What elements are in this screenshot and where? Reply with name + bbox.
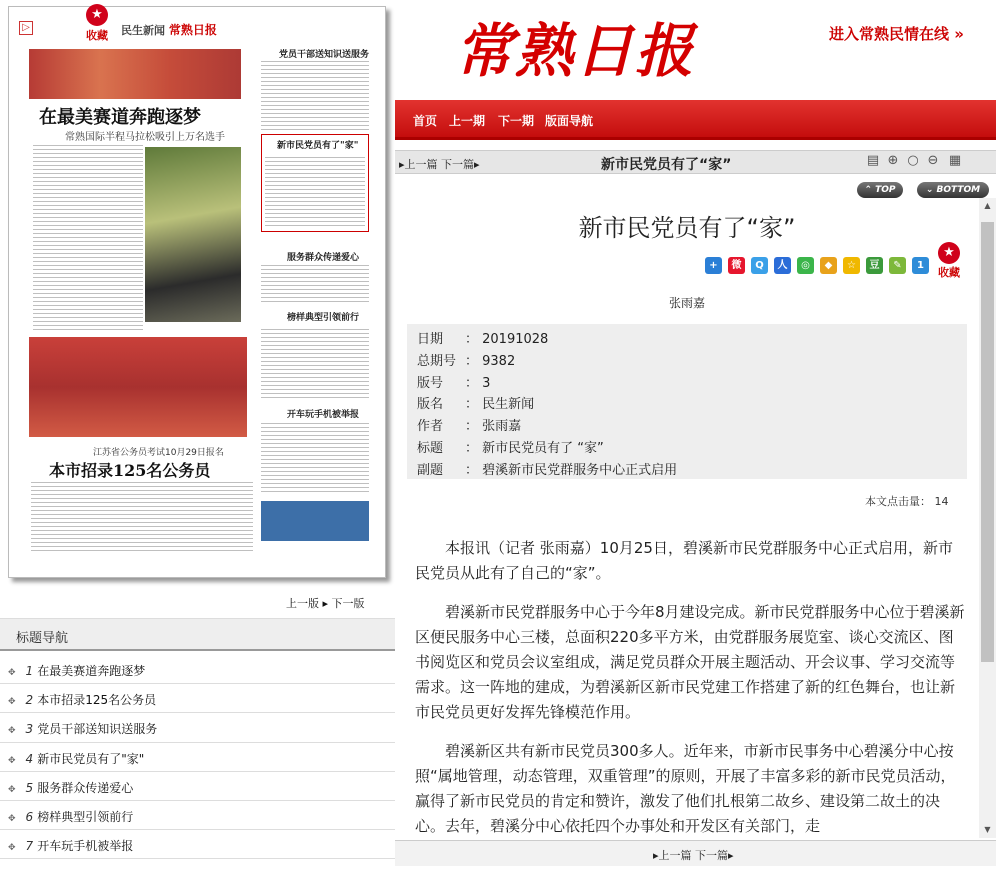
- arrow-icon: ▸: [474, 158, 480, 171]
- arrow-icon: ▸: [399, 158, 405, 171]
- meta-row: 总期号 ： 9382: [417, 353, 516, 369]
- share-count-icon[interactable]: 1: [912, 257, 929, 274]
- title-nav-item[interactable]: ✥ 5 服务群众传递爱心: [0, 772, 395, 801]
- nav-arrow-icon: ▸: [322, 597, 329, 610]
- share-more-icon[interactable]: +: [705, 257, 722, 274]
- share-douban-icon[interactable]: 豆: [866, 257, 883, 274]
- expand-arrow-icon[interactable]: ▷: [19, 21, 33, 35]
- next-page-link[interactable]: 下一版: [331, 597, 365, 610]
- main-nav-bar: [395, 100, 996, 140]
- title-nav-item[interactable]: ✥ 4 新市民党员有了"家": [0, 743, 395, 772]
- paper-text-block: [261, 329, 369, 401]
- favorite-button[interactable]: ★ 收藏: [83, 4, 111, 43]
- paper-text-block: [33, 145, 143, 333]
- article-content: [395, 198, 979, 838]
- meta-row: 版号 ： 3: [417, 375, 491, 391]
- prev-page-link[interactable]: 上一版: [286, 597, 319, 610]
- paper-text-block: [31, 482, 253, 552]
- share-bar: [705, 253, 935, 271]
- paper-subhead-1: 常熟国际半程马拉松吸引上万名选手: [65, 132, 225, 143]
- article-toolbar: [395, 150, 996, 174]
- meta-row: 日期 ： 20191028: [417, 332, 549, 347]
- paper-headline-7[interactable]: 开车玩手机被举报: [287, 410, 360, 420]
- arrow-icon: ▸: [728, 849, 734, 862]
- share-feixin-icon[interactable]: ✎: [889, 257, 906, 274]
- arrow-icon: ▸: [653, 849, 659, 862]
- prev-article-link[interactable]: 上一篇: [404, 158, 438, 171]
- meta-row: 版名 ： 民生新闻: [417, 397, 535, 413]
- title-nav-item[interactable]: ✥ 6 榜样典型引领前行: [0, 801, 395, 830]
- star-icon: ★: [938, 242, 960, 264]
- clipboard-icon[interactable]: ▤: [866, 153, 880, 168]
- title-nav-item[interactable]: ✥ 3 党员干部送知识送服务: [0, 713, 395, 742]
- bottom-prev-article-link[interactable]: 上一篇: [658, 849, 692, 862]
- title-nav-item[interactable]: ✥ 2 本市招录125名公务员: [0, 684, 395, 713]
- paper-prehead-2: 江苏省公务员考试10月29日报名: [93, 448, 224, 458]
- bullet-icon: ✥: [8, 697, 16, 708]
- share-renren-icon[interactable]: 人: [774, 257, 791, 274]
- nav-home[interactable]: 首页: [413, 114, 438, 128]
- site-logo[interactable]: 常熟日报: [455, 17, 696, 85]
- bullet-icon: ✥: [8, 843, 16, 854]
- vertical-scrollbar[interactable]: [979, 198, 996, 838]
- ad-banner: [261, 501, 369, 541]
- crowd-photo: [29, 337, 247, 437]
- article-favorite-button[interactable]: ★ 收藏: [935, 242, 963, 280]
- paper-masthead: 民生新闻 常熟日报: [121, 23, 217, 37]
- zoom-in-icon[interactable]: ⊕: [887, 153, 899, 168]
- article-paragraph: 碧溪新市民党群服务中心于今年8月建设完成。新市民党群服务中心位于碧溪新区便民服务中心三楼，总面积220多平方米，由党群服务展览室、谈心交流区、图书阅览区和党员会议室组成，满足党员群众开展主题活动、开会议事、学习交流等需求。这一阵地的建成，为碧溪新区新市民党建工作搭建了新的红色舞台，也让新市民党员更好发挥先锋模范作用。: [415, 603, 965, 721]
- scroll-bottom-button[interactable]: ⌄ BOTTOM: [917, 182, 989, 198]
- click-count: 本文点击量： 14: [865, 495, 949, 508]
- toolbar-article-title: 新市民党员有了“家”: [601, 157, 732, 173]
- paper-headline-3[interactable]: 党员干部送知识送服务: [279, 50, 370, 60]
- article-author: 张雨嘉: [668, 296, 705, 310]
- share-weibo-icon[interactable]: 微: [728, 257, 745, 274]
- share-qzone-icon[interactable]: Q: [751, 257, 768, 274]
- bullet-icon: ✥: [8, 813, 16, 824]
- bullet-icon: ✥: [8, 726, 16, 737]
- paper-headline-4[interactable]: 新市民党员有了"家": [277, 141, 359, 151]
- paper-text-block: [261, 265, 369, 305]
- title-navigation-list: [0, 655, 395, 859]
- bullet-icon: ✥: [8, 668, 16, 678]
- page-navigation: [286, 595, 365, 611]
- meta-row: 标题 ： 新市民党员有了 “家”: [417, 440, 604, 456]
- article-body: [415, 536, 965, 838]
- bottom-article-nav: [395, 840, 996, 866]
- share-wechat-icon[interactable]: ◎: [797, 257, 814, 274]
- print-icon[interactable]: ▦: [948, 153, 962, 168]
- next-article-link[interactable]: 下一篇: [441, 158, 475, 171]
- title-nav-item[interactable]: ✥ 7 开车玩手机被举报: [0, 830, 395, 859]
- meta-row: 作者 ： 张雨嘉: [417, 419, 522, 435]
- newspaper-page-thumbnail[interactable]: [8, 6, 386, 578]
- star-icon: ★: [86, 4, 108, 26]
- share-tencent-icon[interactable]: ◆: [820, 257, 837, 274]
- enter-minqing-link[interactable]: 进入常熟民情在线 »: [829, 25, 964, 43]
- zoom-out-icon[interactable]: ⊖: [927, 153, 939, 168]
- paper-headline-1[interactable]: 在最美赛道奔跑逐梦: [39, 107, 201, 128]
- left-panel: [0, 0, 395, 871]
- article-meta-box: [407, 324, 967, 479]
- bottom-next-article-link[interactable]: 下一篇: [695, 849, 729, 862]
- article-paragraph: 碧溪新区共有新市民党员300多人。近年来，市新市民事务中心碧溪分中心按照“属地管理，动态管理，双重管理”的原则，开展了丰富多彩的新市民党员活动，赢得了新市民党员的肯定和赞许，激发了他们扎根第二故乡、建设第二故土的决心。去年，碧溪分中心依托四个办事处和开发区有关部门，走: [415, 742, 956, 835]
- zoom-reset-icon[interactable]: ○: [907, 153, 919, 168]
- marathon-photo-strip: [29, 49, 241, 99]
- paper-text-block: [261, 423, 369, 495]
- nav-next-issue[interactable]: 下一期: [498, 114, 535, 128]
- scroll-down-arrow-icon[interactable]: ▼: [984, 825, 991, 834]
- scroll-up-arrow-icon[interactable]: ▲: [984, 201, 991, 210]
- scrollbar-thumb[interactable]: [981, 222, 994, 662]
- paper-headline-6[interactable]: 榜样典型引领前行: [287, 313, 360, 323]
- nav-page-navigation[interactable]: 版面导航: [545, 114, 594, 128]
- scroll-top-button[interactable]: ⌃ TOP: [857, 182, 903, 198]
- article-title: 新市民党员有了“家”: [578, 214, 796, 242]
- article-paragraph: 本报讯（记者 张雨嘉）10月25日，碧溪新市民党群服务中心正式启用，新市民党员从此有了自己的“家”。: [415, 539, 953, 582]
- bullet-icon: ✥: [8, 784, 16, 795]
- runner-photo: [145, 147, 241, 322]
- share-kaixin-icon[interactable]: ☆: [843, 257, 860, 274]
- meta-row: 副题 ： 碧溪新市民党群服务中心正式启用: [417, 462, 678, 478]
- paper-text-block: [265, 157, 365, 227]
- paper-text-block: [261, 61, 369, 131]
- bullet-icon: ✥: [8, 755, 16, 766]
- article-prev-next: [399, 156, 480, 172]
- paper-headline-5[interactable]: 服务群众传递爱心: [287, 253, 360, 263]
- title-nav-item[interactable]: ✥ 1 在最美赛道奔跑逐梦: [0, 655, 395, 684]
- title-navigation-heading: 标题导航: [0, 618, 395, 651]
- paper-headline-2[interactable]: 本市招录125名公务员: [49, 461, 211, 480]
- nav-prev-issue[interactable]: 上一期: [449, 114, 486, 128]
- right-panel: [395, 0, 996, 871]
